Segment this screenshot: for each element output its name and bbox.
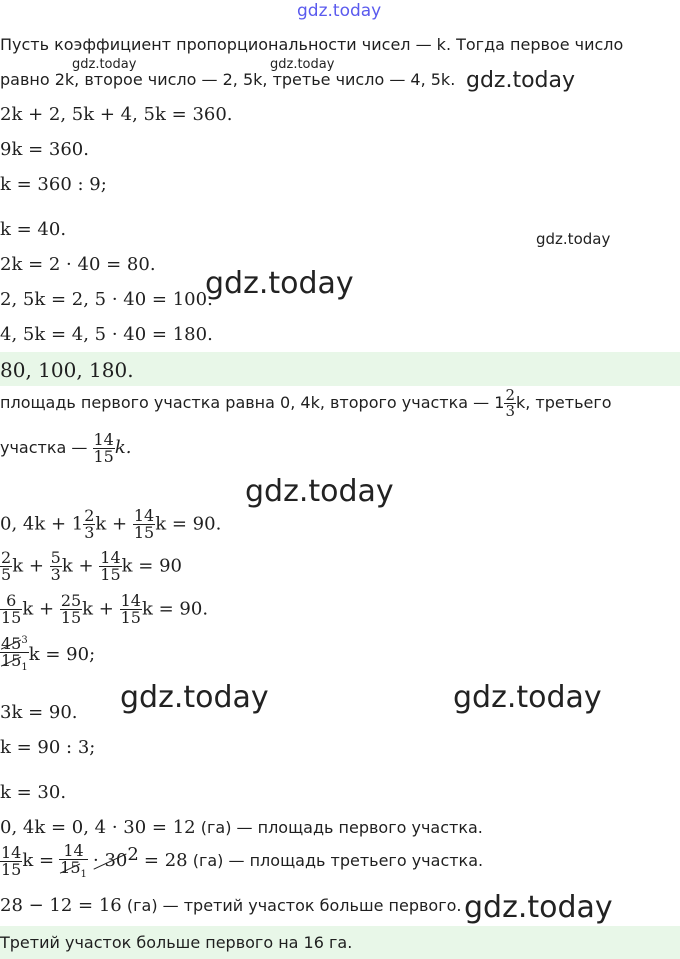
part2-equation: $\frac{45^3}{15_1}$ k = 90; xyxy=(1,634,96,674)
part2-equation: $\frac{14}{15}$ k = $\frac{14}{15_1}$ · $30^2 = 28$ (га) — площадь третьего участка. xyxy=(1,841,484,881)
part1-intro-line2: равно 2k, второе число — 2, 5k, третье число — 4, 5k. xyxy=(0,70,456,89)
watermark-small: gdz.today xyxy=(270,57,335,72)
watermark: gdz.today xyxy=(453,680,602,715)
part2-intro-line1: площадь первого участка равна 0, 4k, второго участка — 1 $\frac{2}{3}$ k, третьего xyxy=(0,386,612,420)
part1-equation: 9k = 360. xyxy=(0,139,89,160)
part1-intro-line1: Пусть коэффициент пропорциональности чисел — k. Тогда первое число xyxy=(0,35,624,54)
part1-equation: 2, 5k = 2, 5 · 40 = 100. xyxy=(0,289,213,310)
part1-answer-band xyxy=(0,352,680,386)
part1-equation: 2k = 2 · 40 = 80. xyxy=(0,254,156,275)
part1-equation: k = 40. xyxy=(0,219,67,240)
watermark: gdz.today xyxy=(120,680,269,715)
part2-equation: 28 − 12 = 16 (га) — третий участок больше первого. xyxy=(0,895,462,916)
part2-intro-line2: участка — $\frac{14}{15}$ k. xyxy=(0,430,132,466)
part1-equation: 2k + 2, 5k + 4, 5k = 360. xyxy=(0,104,233,125)
part2-equation: $\frac{6}{15}$ k + $\frac{25}{15}$ k + $\frac{14}{15}$ k = 90. xyxy=(1,591,209,627)
part2-equation: 0, 4k = 0, 4 · 30 = 12 (га) — площадь первого участка. xyxy=(0,817,483,838)
part2-answer: Третий участок больше первого на 16 га. xyxy=(0,933,353,952)
part2-answer-band xyxy=(0,926,680,959)
part1-equation: k = 360 : 9; xyxy=(0,174,107,195)
watermark: gdz.today xyxy=(464,890,613,925)
part2-equation: k = 30. xyxy=(0,782,67,803)
watermark-top: gdz.today xyxy=(297,1,382,21)
part2-equation: 3k = 90. xyxy=(0,702,78,723)
part1-equation: 4, 5k = 4, 5 · 40 = 180. xyxy=(0,324,213,345)
part2-equation: k = 90 : 3; xyxy=(0,737,96,758)
part1-answer: 80, 100, 180. xyxy=(0,358,134,382)
part2-equation: 0, 4k + 1 $\frac{2}{3}$ k + $\frac{14}{15}$ k = 90. xyxy=(0,506,222,542)
part2-equation: $\frac{2}{5}$ k + $\frac{5}{3}$ k + $\frac{14}{15}$ k = 90 xyxy=(1,548,182,584)
watermark-small: gdz.today xyxy=(72,57,137,72)
watermark: gdz.today xyxy=(466,68,576,93)
watermark: gdz.today xyxy=(205,266,354,301)
watermark: gdz.today xyxy=(245,474,394,509)
watermark: gdz.today xyxy=(536,230,611,248)
